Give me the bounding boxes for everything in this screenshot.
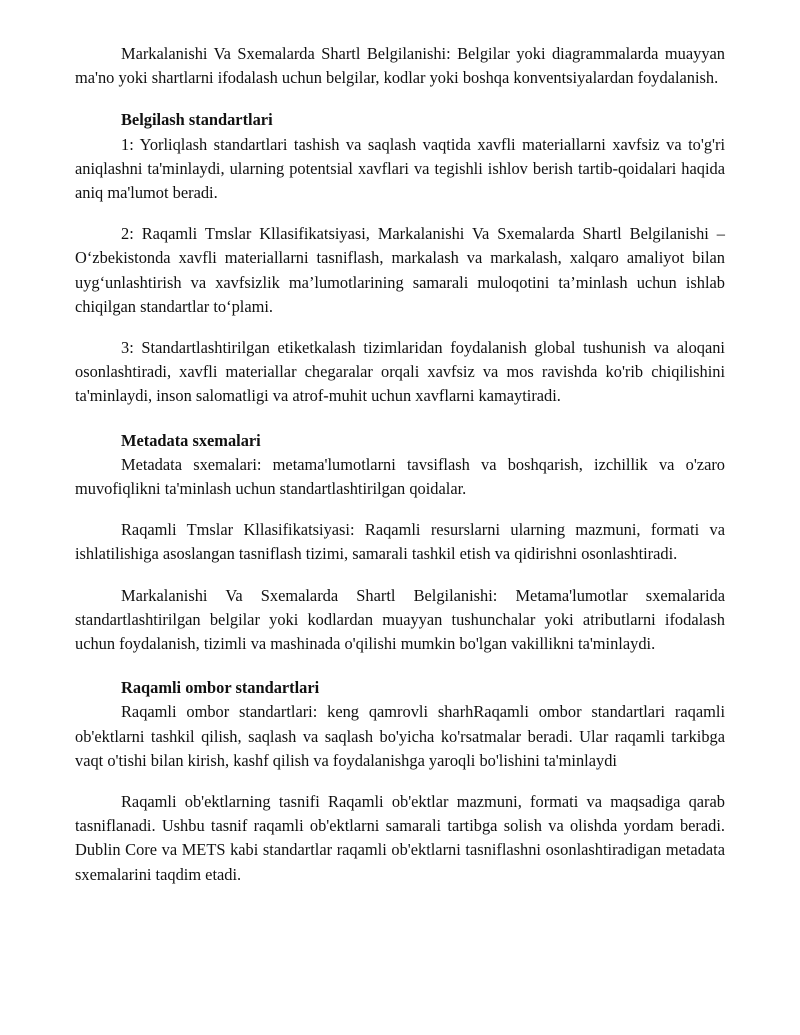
paragraph: 1: Yorliqlash standartlari tashish va saqlash vaqtida xavfli materiallarni xavfsiz va to'g'ri aniqlashni ta'minlaydi, ularning potentsial xavflari va tegishli ishlov berish tartib-qoidalari haqida aniq ma'lumot beradi. bbox=[75, 134, 725, 203]
paragraph: 2: Raqamli Tmslar Kllasifikatsiyasi, Markalanishi Va Sxemalarda Shartl Belgilanishi – O‘zbekistonda xavfli materiallarni tasniflash, markalash va markalash, xalqaro amaliyot bilan uyg‘unlashtirish va xavfsizlik ma’lumotlarining samarali muloqotini ta’minlash uchun ishlab chiqilgan standartlar to‘plami. bbox=[75, 224, 725, 316]
intro-paragraph: Markalanishi Va Sxemalarda Shartl Belgilanishi: Belgilar yoki diagrammalarda muayyan ma'no yoki shartlarni ifodalash uchun belgilar, kodlar yoki boshqa konventsiyalardan foydalanish. bbox=[75, 44, 725, 88]
paragraph: 3: Standartlashtirilgan etiketkalash tizimlaridan foydalanish global tushunish va aloqani osonlashtiradi, xavfli materiallar chegaralar orqali xavfsiz va mos ravishda ko'rib chiqilishini ta'minlaydi, inson salomatligi va atrof-muhit uchun xavflarni kamaytiradi. bbox=[75, 338, 725, 406]
paragraph: Raqamli ombor standartlari: keng qamrovli sharhRaqamli ombor standartlari raqamli ob'ektlarni tashkil qilish, saqlash va saqlash bo'yicha ko'rsatmalar beradi. Ular raqamli tarkibga vaqt o'tishi bilan kirish, kashf qilish va foydalanishga yaroqli bo'lishini ta'minlaydi bbox=[75, 702, 725, 770]
section-belgilash-standartlari bbox=[75, 108, 725, 408]
section-raqamli-ombor-standartlari bbox=[75, 676, 725, 887]
paragraph: Raqamli Tmslar Kllasifikatsiyasi: Raqamli resurslarni ularning mazmuni, formati va ishlatilishiga asoslangan tasniflash tizimi, samarali tashkil etish va qidirishni osonlashtiradi. bbox=[75, 520, 725, 564]
paragraph: Markalanishi Va Sxemalarda Shartl Belgilanishi: Metama'lumotlar sxemalarida standartlashtirilgan belgilar yoki kodlardan muayyan tushunchalar yoki atributlarni ifodalash uchun foydalanish, tizimli va mashinada o'qilishi mumkin bo'lgan vakillikni ta'minlaydi. bbox=[75, 585, 725, 654]
paragraph: Raqamli ob'ektlarning tasnifi Raqamli ob'ektlar mazmuni, formati va maqsadiga qarab tasniflanadi. Ushbu tasnif raqamli ob'ektlarni samarali tartibga solish va olishda yordam beradi. Dublin Core va METS kabi standartlar raqamli ob'ektlarni tasniflashni osonlashtiradigan metadata sxemalarini taqdim etadi. bbox=[75, 792, 725, 884]
section-heading: Raqamli ombor standartlari bbox=[121, 678, 320, 698]
section-metadata-sxemalari bbox=[75, 429, 725, 657]
section-heading: Metadata sxemalari bbox=[121, 430, 261, 450]
paragraph: Metadata sxemalari: metama'lumotlarni tavsiflash va boshqarish, izchillik va o'zaro muvofiqlikni ta'minlash uchun standartlashtirilgan qoidalar. bbox=[75, 454, 725, 499]
section-heading: Belgilash standartlari bbox=[121, 110, 273, 130]
document-page bbox=[75, 42, 725, 904]
